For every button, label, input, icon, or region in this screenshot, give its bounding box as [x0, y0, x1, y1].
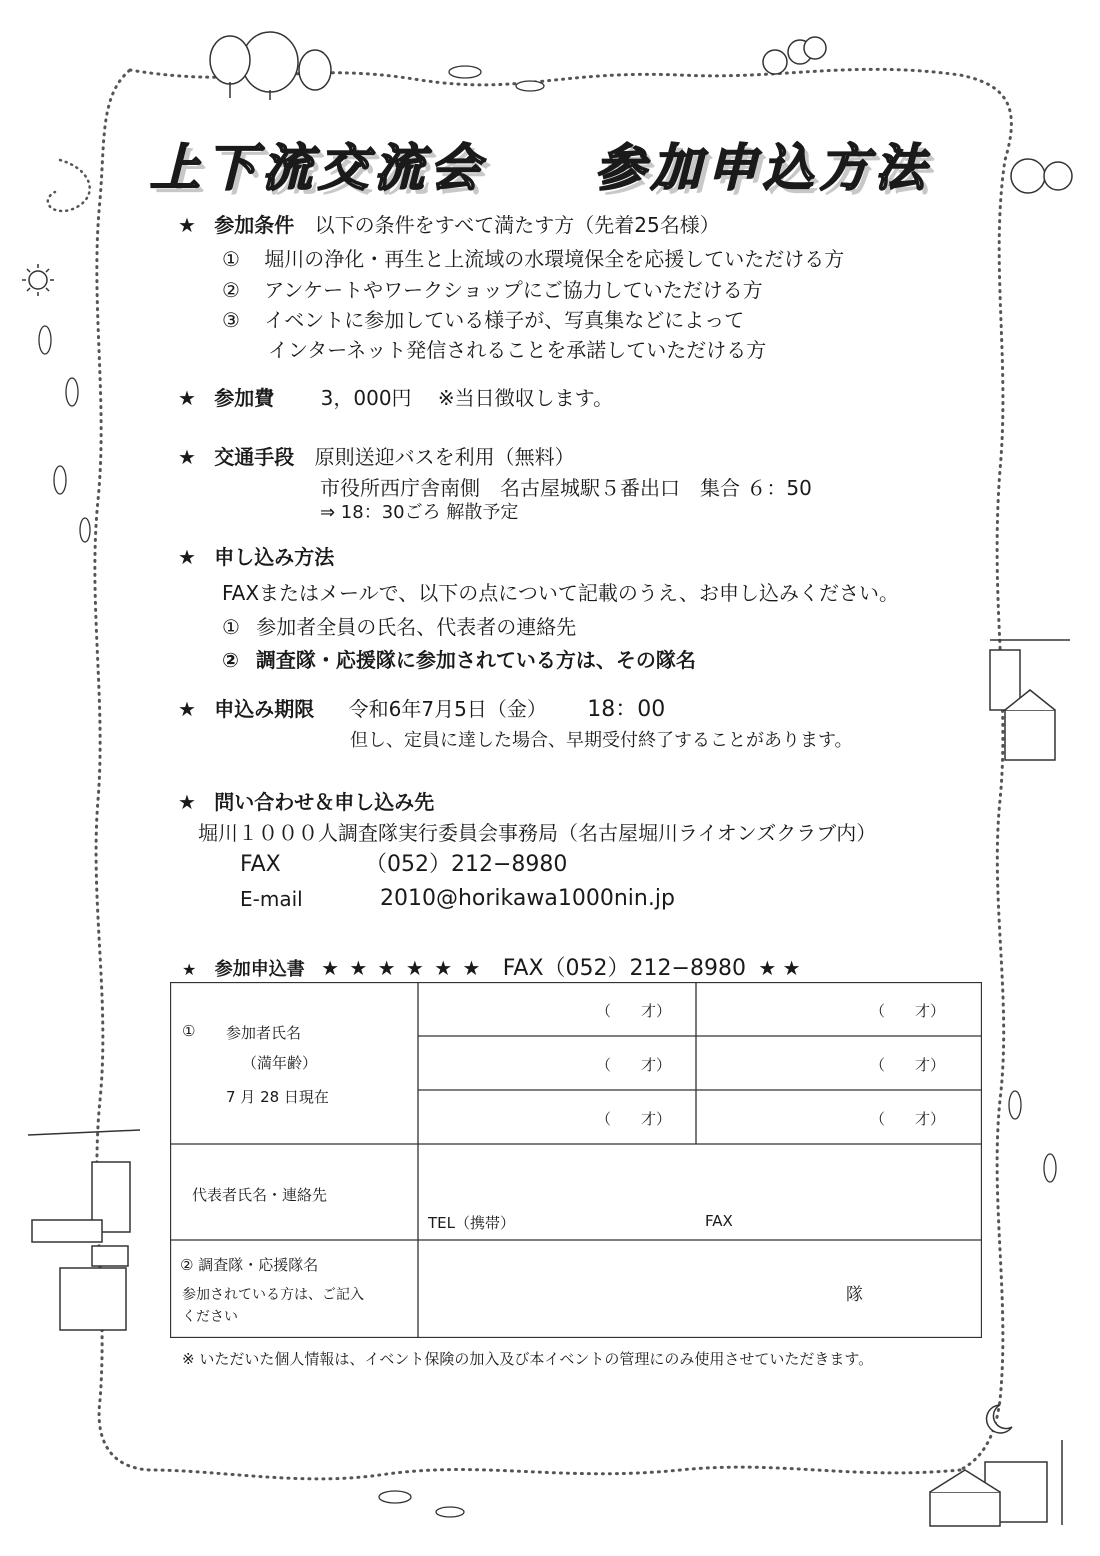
row3-note-cont: ください [182, 1309, 238, 1325]
transport-heading: 交通手段 [214, 445, 295, 469]
fee-heading: 参加費 [214, 386, 275, 410]
star-icon: ★ [178, 697, 196, 721]
page-title [150, 128, 990, 198]
buildings-illustration [28, 1130, 140, 1330]
row3-note: 参加されている方は、ご記入 [182, 1287, 364, 1303]
fee-amount: 3，000円 [320, 386, 412, 410]
contact-heading: 問い合わせ＆申し込み先 [214, 790, 435, 814]
title-left: 上下流交流会 [150, 139, 486, 197]
list-item: ① 参加者全員の氏名、代表者の連絡先 [222, 615, 577, 639]
age-field[interactable]: （ 才） [870, 1002, 946, 1020]
star-icon: ★ [178, 213, 196, 237]
contact-email [240, 886, 675, 912]
application-form-table [170, 982, 982, 1338]
row3-suffix: 隊 [846, 1285, 863, 1305]
contact-fax [240, 852, 568, 878]
form-heading: 参加申込書 [214, 959, 305, 980]
section-transport [178, 444, 575, 470]
apply-text: FAXまたはメールで、以下の点について記載のうえ、お申し込みください。 [222, 581, 900, 605]
age-field[interactable]: （ 才） [870, 1110, 946, 1128]
fax-label: FAX [705, 1212, 733, 1230]
transport-line2: 市役所西庁舎南側 名古屋城駅５番出口 集合 ６：50 [320, 476, 812, 500]
snowman-illustration [1011, 159, 1072, 193]
deadline-date: 令和6年7月5日（金） [348, 697, 547, 721]
row2-label: 代表者氏名・連絡先 [192, 1186, 328, 1204]
row3-label: ② 調査隊・応援隊名 [180, 1256, 319, 1274]
row1-date: 7 月 28 日現在 [226, 1088, 329, 1106]
list-item: ③ イベントに参加している様子が、写真集などによって [222, 308, 745, 332]
age-field[interactable]: （ 才） [596, 1110, 672, 1128]
star-icon: ★ [182, 960, 197, 979]
age-field[interactable]: （ 才） [596, 1002, 672, 1020]
row1-sub: （満年齢） [242, 1054, 318, 1072]
section-fee [178, 385, 613, 411]
conditions-text: 以下の条件をすべて満たす方（先着25名様） [314, 213, 720, 237]
section-deadline [178, 696, 665, 723]
star-icon: ★ [178, 445, 196, 469]
contact-fax-number: （052）212−8980 [365, 852, 568, 877]
contact-org: 堀川１０００人調査隊実行委員会事務局（名古屋堀川ライオンズクラブ内） [198, 821, 877, 845]
conditions-heading: 参加条件 [214, 213, 295, 237]
list-item: ① 堀川の浄化・再生と上流域の水環境保全を応援していただける方 [222, 247, 845, 271]
tel-label: TEL（携帯） [428, 1214, 515, 1232]
apply-heading: 申し込み方法 [214, 545, 335, 569]
list-item-continuation: インターネット発信されることを承諾していただける方 [268, 338, 767, 362]
transport-text: 原則送迎バスを利用（無料） [314, 445, 575, 469]
sun-illustration [22, 264, 54, 296]
star-icon: ★ [178, 386, 196, 410]
star-icon: ★ [178, 790, 196, 814]
title-right: 参加申込方法 [595, 139, 931, 197]
transport-line3: ⇒ 18：30ごろ 解散予定 [320, 502, 519, 523]
section-apply [178, 544, 334, 570]
star-icon: ★ [178, 545, 196, 569]
row1-label: 参加者氏名 [226, 1024, 302, 1042]
list-item: ② アンケートやワークショップにご協力していただける方 [222, 278, 763, 302]
moon-and-houses-illustration [930, 1405, 1062, 1526]
footnote: ※ いただいた個人情報は、イベント保険の加入及び本イベントの管理にのみ使用させていただきます。 [182, 1350, 874, 1368]
swirl-decoration [48, 160, 90, 211]
form-end-stars: ★ ★ [758, 956, 801, 980]
houses-illustration [990, 640, 1070, 760]
list-item: ② 調査隊・応援隊に参加されている方は、その隊名 [222, 648, 696, 672]
trees-illustration [210, 32, 331, 100]
fee-note: ※当日徴収します。 [437, 386, 614, 410]
row1-num: ① [182, 1022, 196, 1040]
deadline-heading: 申込み期限 [214, 697, 315, 721]
deadline-time: 18：00 [587, 697, 666, 722]
contact-fax-label: FAX [240, 852, 281, 877]
deadline-note: 但し、定員に達した場合、早期受付終了することがあります。 [350, 730, 853, 751]
age-field[interactable]: （ 才） [596, 1056, 672, 1074]
contact-mail-address[interactable]: 2010@horikawa1000nin.jp [380, 886, 675, 911]
section-conditions [178, 212, 720, 238]
contact-mail-label: E-mail [240, 887, 303, 911]
form-stars: ★ ★ ★ ★ ★ ★ [321, 956, 483, 980]
apples-illustration [763, 37, 826, 74]
section-contact [178, 789, 434, 815]
form-fax: FAX（052）212−8980 [502, 956, 746, 981]
age-field[interactable]: （ 才） [870, 1056, 946, 1074]
form-header [182, 955, 801, 983]
